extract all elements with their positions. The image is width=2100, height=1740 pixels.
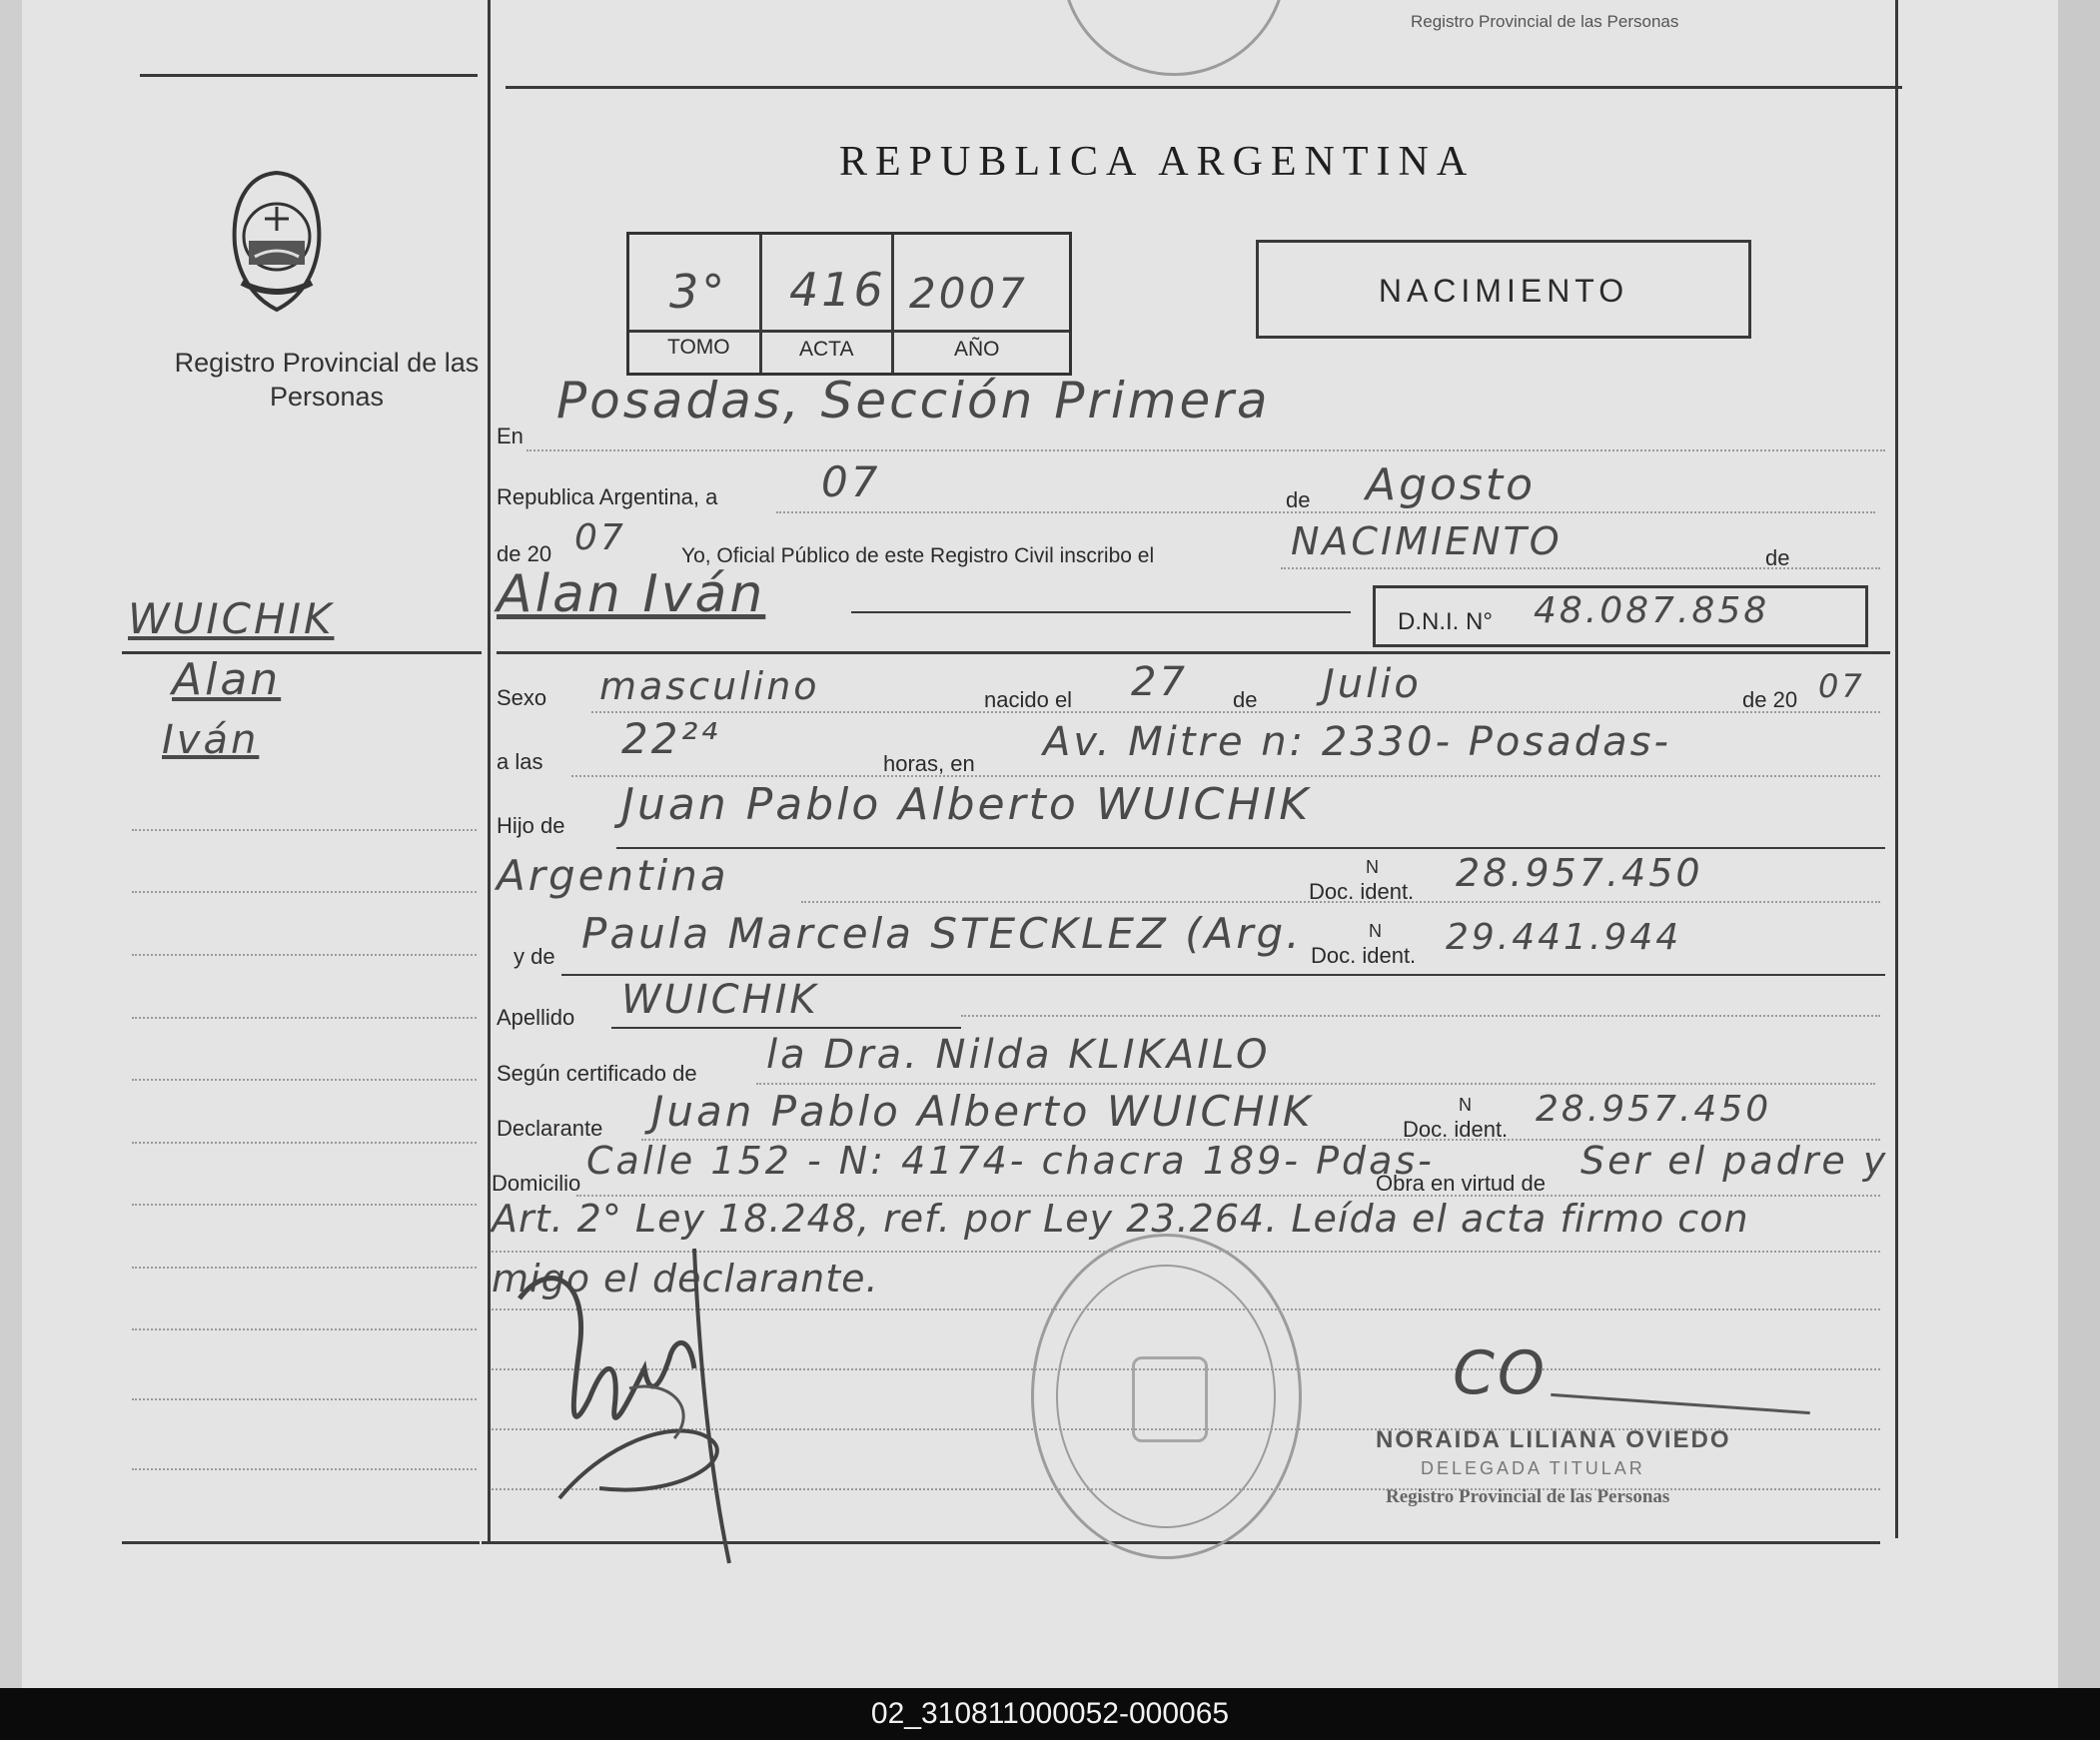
obra-value: Ser el padre y: [1580, 1139, 1889, 1183]
tomo-value: 3°: [669, 265, 728, 319]
inscribo-line: [1281, 567, 1880, 569]
declarante-doc-n: N: [1459, 1095, 1472, 1115]
acta-value: 416: [789, 263, 886, 317]
book-spine: [2058, 0, 2100, 1688]
hijo-label: Hijo de: [497, 813, 565, 838]
republica-label: Republica Argentina, a: [497, 484, 718, 509]
registry-name: Registro Provincial de las Personas: [174, 348, 480, 412]
birth-day: 27: [1131, 659, 1188, 705]
father-doc-label: Doc. ident.: [1309, 879, 1415, 904]
dni-label: D.N.I. N°: [1398, 608, 1493, 635]
place-value: Posadas, Sección Primera: [556, 372, 1271, 430]
margin-line: [132, 954, 477, 956]
nacido-label: nacido el: [984, 687, 1073, 712]
record-type-box: [1256, 240, 1751, 339]
de-label: de: [1286, 487, 1311, 512]
child-name-rule: [851, 611, 1351, 613]
margin-surname: WUICHIK: [128, 594, 335, 643]
ano-label: AÑO: [954, 338, 1000, 361]
declarante-label: Declarante: [497, 1116, 603, 1141]
mother-doc-n: N: [1369, 921, 1382, 941]
child-name: Alan Iván: [497, 564, 766, 624]
ano-value: 2007: [909, 269, 1028, 318]
obra-label: Obra en virtud de: [1376, 1171, 1546, 1196]
acta-label: ACTA: [799, 338, 854, 361]
year-suffix: 07: [574, 517, 626, 558]
nationality-line: [801, 901, 1880, 903]
sexo-line: [591, 711, 1880, 713]
birth-certificate-page: [22, 0, 2058, 1688]
margin-line: [132, 1142, 477, 1144]
dni-box: [1373, 585, 1868, 647]
top-stamp-text: Registro Provincial de las Personas: [1411, 12, 1679, 31]
mother-doc: 29.441.944: [1446, 917, 1682, 958]
note-line-1: Art. 2° Ley 18.248, ref. por Ley 23.264. Leída el acta firmo con: [492, 1197, 1749, 1241]
top-official-seal: [1061, 0, 1287, 76]
tomo-label: TOMO: [667, 336, 730, 359]
certificado-line: [756, 1083, 1875, 1085]
apellido-line: [961, 1015, 1880, 1017]
margin-line: [132, 1204, 477, 1206]
month-value: Agosto: [1366, 459, 1537, 510]
margin-line: [132, 829, 477, 831]
date-line: [776, 511, 1875, 513]
apellido-rule: [611, 1027, 961, 1029]
declarante-doc-label: Doc. ident.: [1403, 1117, 1509, 1142]
apellido-label: Apellido: [497, 1005, 575, 1030]
margin-line: [132, 1328, 477, 1330]
left-column-bottom-rule: [122, 1541, 480, 1544]
day-value: 07: [821, 457, 881, 506]
table-divider: [891, 235, 894, 373]
sexo-value: masculino: [599, 664, 820, 708]
father-doc-n: N: [1366, 857, 1379, 877]
margin-line: [132, 1267, 477, 1269]
page-left-edge: [0, 0, 22, 1688]
mother-rule: [561, 974, 1885, 976]
place-line: [526, 449, 1885, 451]
yde-label: y de: [514, 944, 555, 969]
official-signature-stroke: [1551, 1393, 1810, 1414]
seal-emblem: [1132, 1356, 1208, 1442]
birth-place: Av. Mitre n: 2330- Posadas-: [1043, 719, 1671, 765]
de-label-3: de: [1233, 687, 1258, 712]
sexo-label: Sexo: [497, 685, 547, 710]
official-round-seal: [1031, 1234, 1302, 1559]
declarante-doc: 28.957.450: [1536, 1089, 1772, 1130]
birth-time: 22²⁴: [621, 714, 721, 763]
inscribo-value: NACIMIENTO: [1291, 519, 1563, 563]
father-rule: [616, 847, 1885, 849]
image-caption: 02_310811000052-000065: [0, 1688, 2100, 1740]
father-doc: 28.957.450: [1456, 851, 1703, 895]
mother-name: Paula Marcela STECKLEZ (Arg.: [581, 909, 1303, 958]
margin-given-name-2: Iván: [162, 717, 260, 763]
birth-year-prefix: de 20: [1742, 687, 1798, 712]
margin-given-name-1: Alan: [172, 654, 282, 705]
mother-doc-label: Doc. ident.: [1311, 943, 1417, 968]
declarante-value: Juan Pablo Alberto WUICHIK: [651, 1087, 1314, 1136]
father-name: Juan Pablo Alberto WUICHIK: [621, 779, 1312, 830]
birth-year-suffix: 07: [1818, 667, 1865, 705]
dni-value: 48.087.858: [1534, 590, 1770, 631]
declarant-signature: [500, 1239, 799, 1568]
year-prefix: de 20: [497, 541, 552, 566]
note-line-2: migo el declarante.: [492, 1257, 879, 1301]
margin-line: [132, 1468, 477, 1470]
segun-label: Según certificado de: [497, 1061, 697, 1086]
province-coat-of-arms: [227, 165, 327, 315]
margin-line: [132, 1017, 477, 1019]
section-rule: [497, 651, 1890, 654]
apellido-value: WUICHIK: [621, 977, 819, 1023]
left-column-top-rule: [140, 74, 478, 77]
margin-line: [132, 891, 477, 893]
de-label-2: de: [1765, 545, 1790, 570]
record-number-table: [626, 232, 1072, 376]
official-title: DELEGADA TITULAR: [1421, 1458, 1645, 1478]
right-border: [1895, 0, 1898, 1538]
column-divider: [488, 0, 491, 1544]
official-initials: CO: [1453, 1338, 1549, 1408]
main-top-rule: [506, 86, 1902, 89]
domicilio-value: Calle 152 - N: 4174- chacra 189- Pdas-: [586, 1139, 1435, 1183]
margin-line: [132, 1079, 477, 1081]
margin-line: [132, 1398, 477, 1400]
father-nationality: Argentina: [497, 851, 729, 900]
table-divider: [759, 235, 762, 373]
certificado-value: la Dra. Nilda KLIKAILO: [766, 1032, 1271, 1078]
horas-label: horas, en: [883, 751, 975, 776]
en-label: En: [497, 424, 524, 448]
alas-label: a las: [497, 749, 543, 774]
official-name: NORAIDA LILIANA OVIEDO: [1376, 1426, 1731, 1453]
time-line: [571, 775, 1880, 777]
record-type: NACIMIENTO: [1378, 273, 1629, 309]
table-label-rule: [629, 330, 1069, 333]
domicilio-label: Domicilio: [492, 1171, 581, 1196]
oficial-text: Yo, Oficial Público de este Registro Civil inscribo el: [681, 544, 1155, 567]
country-title: REPUBLICA ARGENTINA: [839, 139, 1476, 185]
official-org: Registro Provincial de las Personas: [1386, 1486, 1670, 1507]
birth-month: Julio: [1323, 661, 1422, 707]
